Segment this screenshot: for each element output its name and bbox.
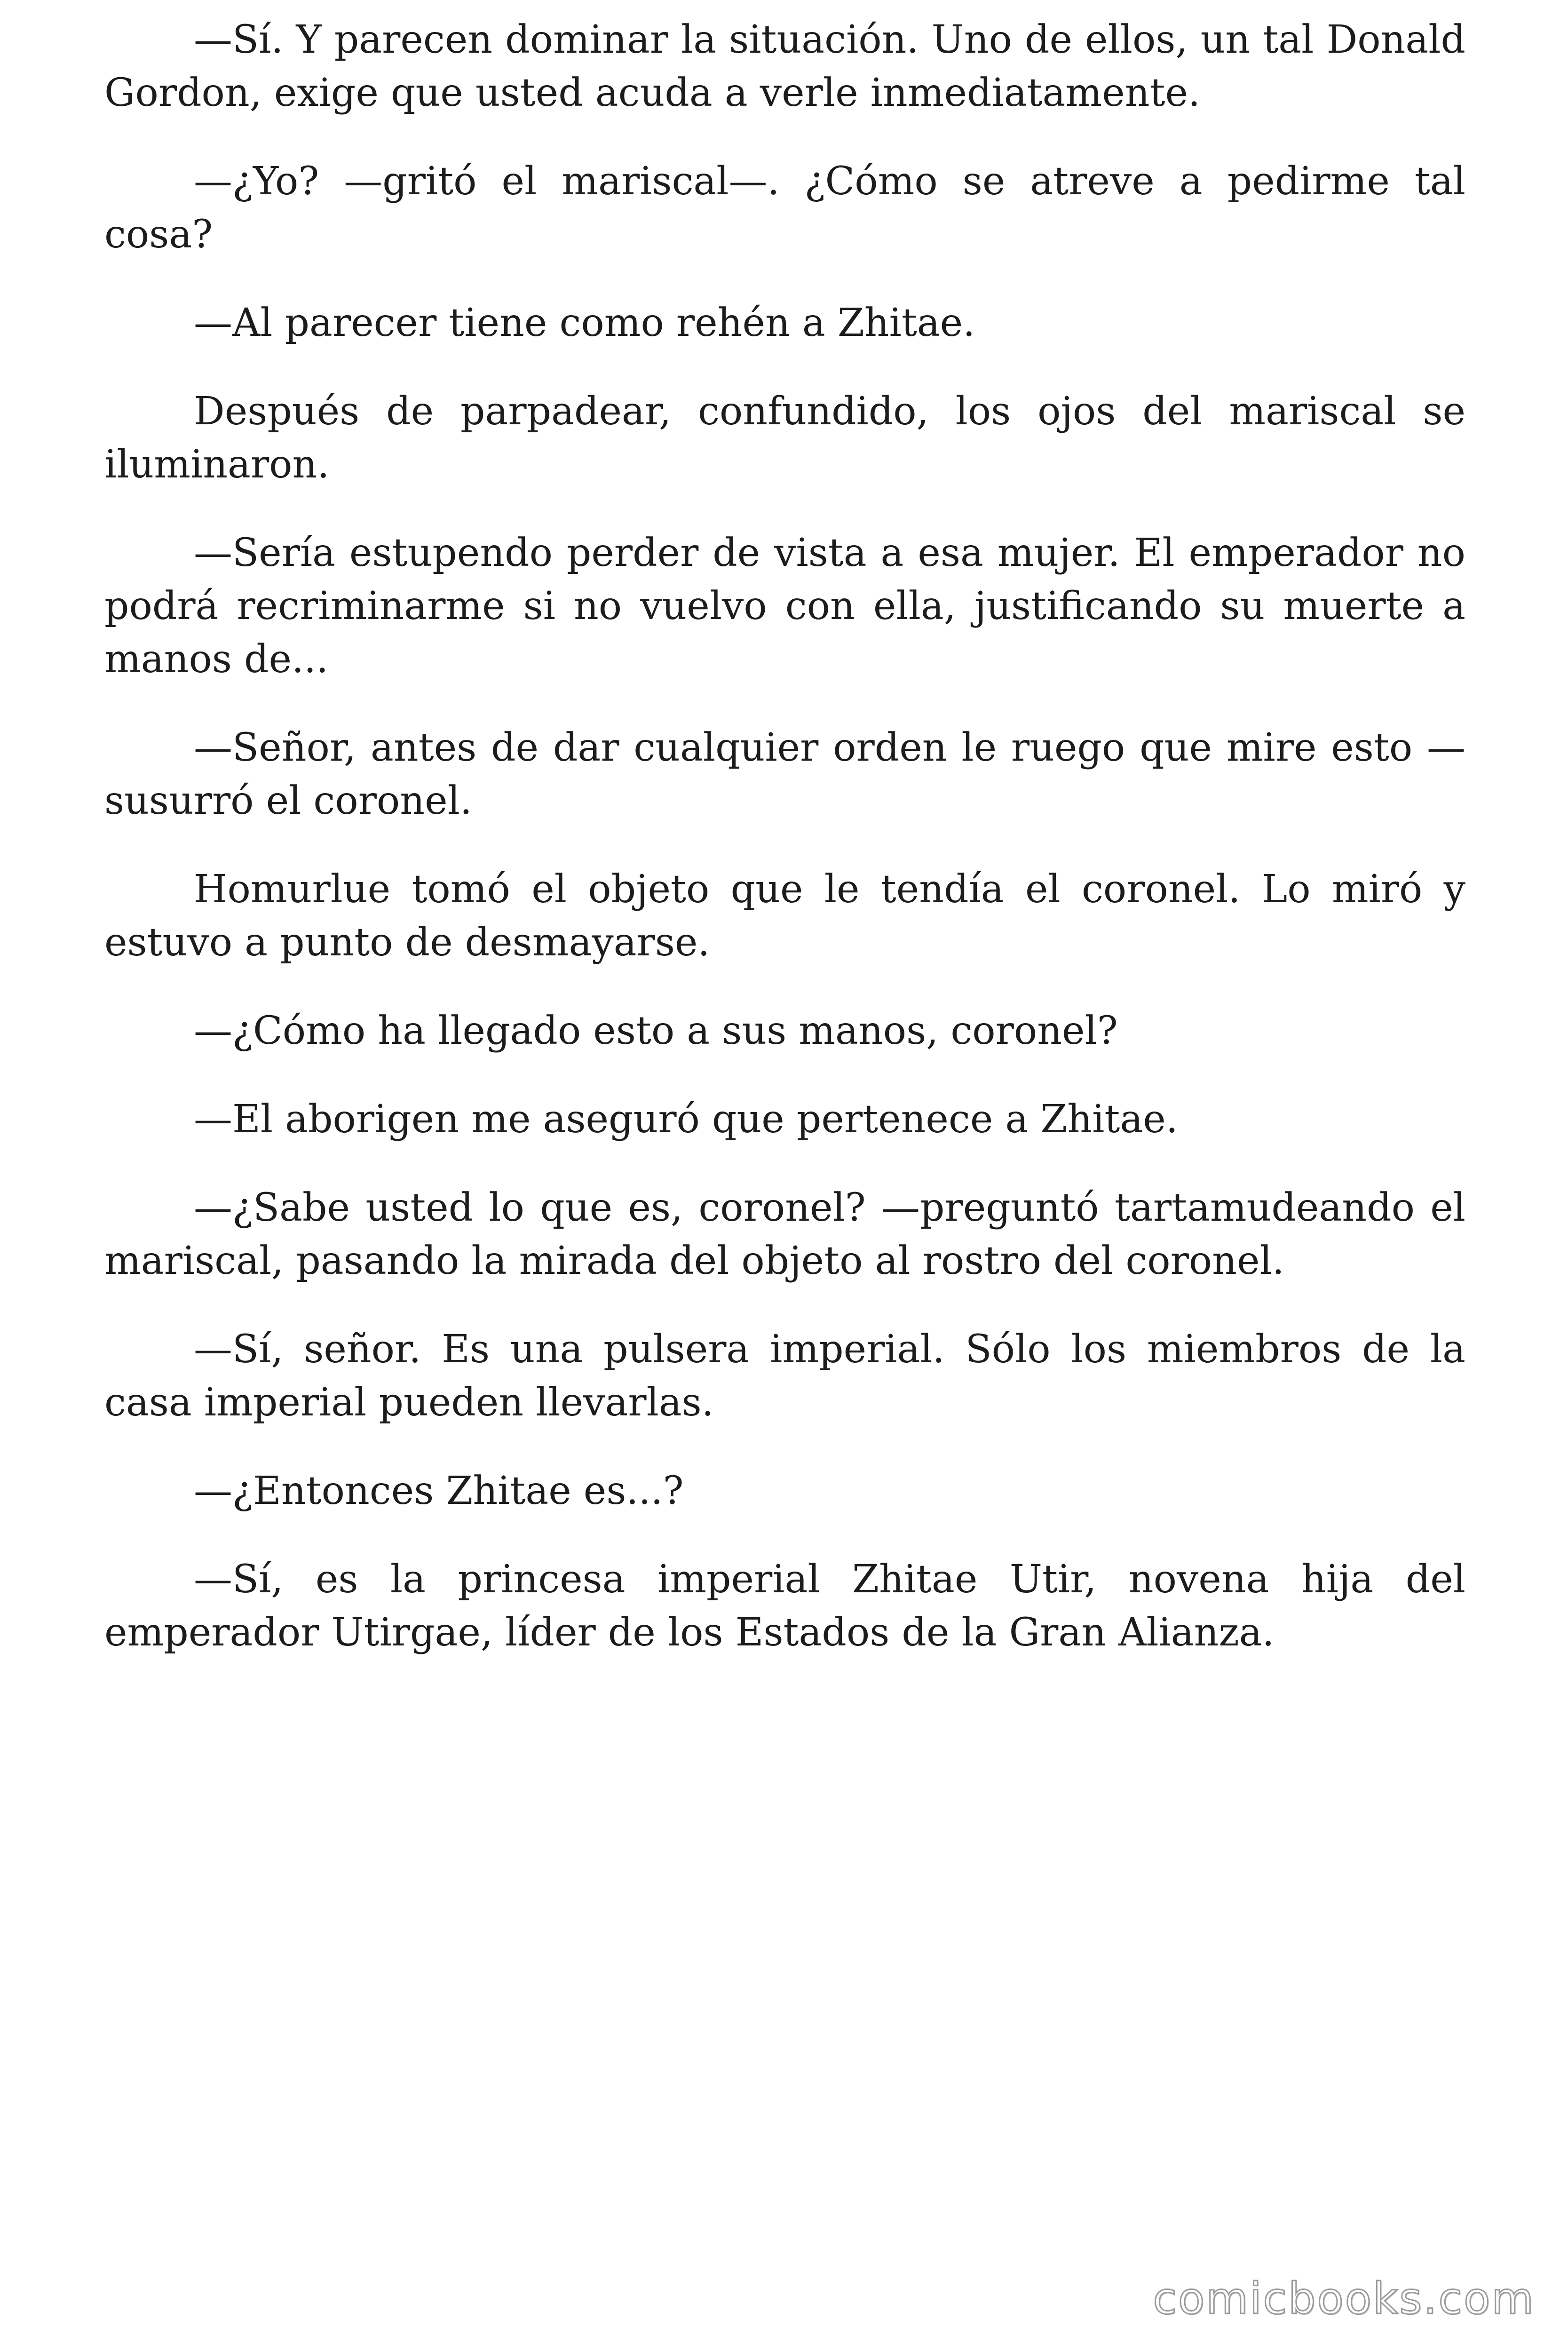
paragraph-7: Homurlue tomó el objeto que le tendía el coronel. Lo miró y estuvo a punto de desmayarse. [104,867,1465,965]
paragraph-4: Después de parpadear, confundido, los ojos del mariscal se iluminaron. [104,389,1465,487]
paragraph-5: —Sería estupendo perder de vista a esa mujer. El emperador no podrá recriminarme si no vuelvo con ella, justificando su muerte a manos de... [104,531,1465,682]
paragraph-9: —El aborigen me aseguró que pertenece a Zhitae. [194,1097,1178,1142]
paragraph-6: —Señor, antes de dar cualquier orden le ruego que mire esto —susurró el coronel. [104,725,1465,823]
paragraph-8: —¿Cómo ha llegado esto a sus manos, coronel? [194,1009,1118,1053]
paragraph-10: —¿Sabe usted lo que es, coronel? —preguntó tartamudeando el mariscal, pasando la mirada del objeto al rostro del coronel. [104,1185,1465,1283]
paragraph-12: —¿Entonces Zhitae es...? [194,1469,684,1513]
paragraph-3: —Al parecer tiene como rehén a Zhitae. [194,301,975,345]
paragraph-1: —Sí. Y parecen dominar la situación. Uno de ellos, un tal Donald Gordon, exige que usted acuda a verle inmediatamente. [104,17,1465,115]
paragraph-2: —¿Yo? —gritó el mariscal—. ¿Cómo se atreve a pedirme tal cosa? [104,159,1465,257]
paragraph-13: —Sí, es la princesa imperial Zhitae Utir, novena hija del emperador Utirgae, líder de los Estados de la Gran Alianza. [104,1557,1465,1655]
watermark-logo: comicbooks.com [1153,2273,1535,2324]
paragraph-11: —Sí, señor. Es una pulsera imperial. Sólo los miembros de la casa imperial pueden llevarlas. [104,1327,1465,1425]
page-text [104,13,1465,1694]
